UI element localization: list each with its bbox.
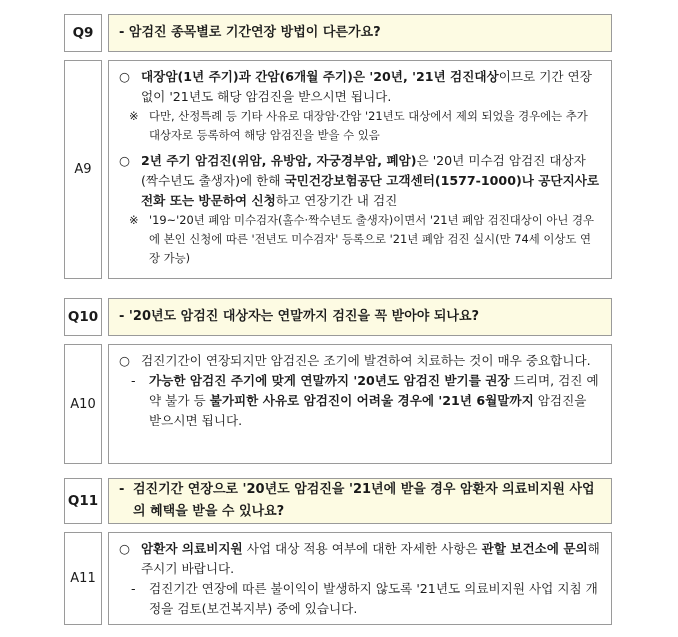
q9-label: Q9 [64,14,102,52]
a11-item-1-bold-1: 암환자 의료비지원 [141,541,243,556]
dash-bullet-icon: - [131,581,136,596]
a11-label: A11 [64,532,102,625]
circle-bullet-icon: ○ [119,153,130,168]
a9-item-2-bold-1: 2년 주기 암검진(위암, 유방암, 자궁경부암, 폐암) [141,153,417,168]
a10-answer [108,344,612,464]
q11-question-text: 검진기간 연장으로 '20년도 암검진을 '21년에 받을 경우 암환자 의료비지원 사업의 혜택을 받을 수 있나요? [133,482,595,519]
a11-answer [108,532,612,625]
a9-note-1-text: 다만, 산정특례 등 기타 사유로 대장암·간암 '21년도 대상에서 제외 되었을 경우에는 추가 대상자로 등록하여 해당 암검진을 받을 수 있음 [149,109,588,142]
a11-dash-1-text: 검진기간 연장에 따른 불이익이 발생하지 않도록 '21년도 의료비지원 사업 지침 개정을 검토(보건복지부) 중에 있습니다. [149,581,598,616]
a9-item-2 [119,151,601,211]
circle-bullet-icon: ○ [119,353,130,368]
q10-question: - '20년도 암검진 대상자는 연말까지 검진을 꼭 받아야 되나요? [108,298,612,336]
circle-bullet-icon: ○ [119,541,130,556]
reference-mark-icon: ※ [129,213,139,227]
a11-item-1-text-2: 해 주시기 바랍니다. [141,541,600,576]
a9-answer [108,60,612,279]
dash-bullet-icon: - [119,482,125,497]
a10-row [64,344,612,464]
q11-row [64,478,612,524]
q9-question: - 암검진 종목별로 기간연장 방법이 다른가요? [108,14,612,52]
q11-question-box [108,478,612,524]
a9-label: A9 [64,60,102,279]
a11-item-1-text-1: 사업 대상 적용 여부에 대한 자세한 사항은 [242,541,482,556]
a9-row [64,60,612,279]
a10-dash-1 [119,371,601,431]
q11-question [119,479,601,523]
a9-item-2-text-2: 하고 연장기간 내 검진 [275,193,398,208]
dash-bullet-icon: - [131,373,136,388]
a10-dash-1-bold-1: 가능한 암검진 주기에 맞게 연말까지 '20년도 암검진 받기를 권장 [149,373,510,388]
a10-dash-1-bold-2: 불가피한 사유로 암검진이 어려울 경우에 '21년 6월말까지 [209,393,534,408]
a9-item-2-text-1: 은 '20년 미수검 암검진 대상자(짝수년도 출생자)에 한해 [141,153,586,188]
a9-note-2 [119,211,601,268]
a11-row [64,532,612,625]
a11-item-1-bold-2: 관할 보건소에 문의 [481,541,588,556]
a11-item-1 [119,539,601,579]
q10-label: Q10 [64,298,102,336]
q11-label: Q11 [64,478,102,524]
q9-row [64,14,612,52]
a10-dash-1-text-1: 드리며, 검진 예약 불가 등 [149,373,599,408]
a9-note-2-text: '19~'20년 폐암 미수검자(홀수·짝수년도 출생자)이면서 '21년 폐암 검진대상이 아닌 경우에 본인 신청에 따른 '전년도 미수검자' 등록으로 '21년 폐암 검진 실시(만 74세 이상도 연장 가능) [149,213,595,265]
a9-item-1-text: 이므로 기간 연장 없이 '21년도 해당 암검진을 받으시면 됩니다. [141,69,592,104]
a9-item-2-bold-2: 국민건강보험공단 고객센터(1577-1000)나 공단지사로 전화 또는 방문하여 신청 [141,173,600,208]
a9-item-1 [119,67,601,107]
a9-item-1-bold: 대장암(1년 주기)과 간암(6개월 주기)은 '20년, '21년 검진대상 [141,69,499,84]
a10-dash-1-text-2: 암검진을 받으시면 됩니다. [149,393,587,428]
circle-bullet-icon: ○ [119,69,130,84]
reference-mark-icon: ※ [129,109,139,123]
a10-item-1-text: 검진기간이 연장되지만 암검진은 조기에 발견하여 치료하는 것이 매우 중요합니다. [141,353,591,368]
a11-dash-1 [119,579,601,619]
a10-label: A10 [64,344,102,464]
a10-item-1 [119,351,601,371]
q10-row [64,298,612,336]
a9-note-1 [119,107,601,145]
